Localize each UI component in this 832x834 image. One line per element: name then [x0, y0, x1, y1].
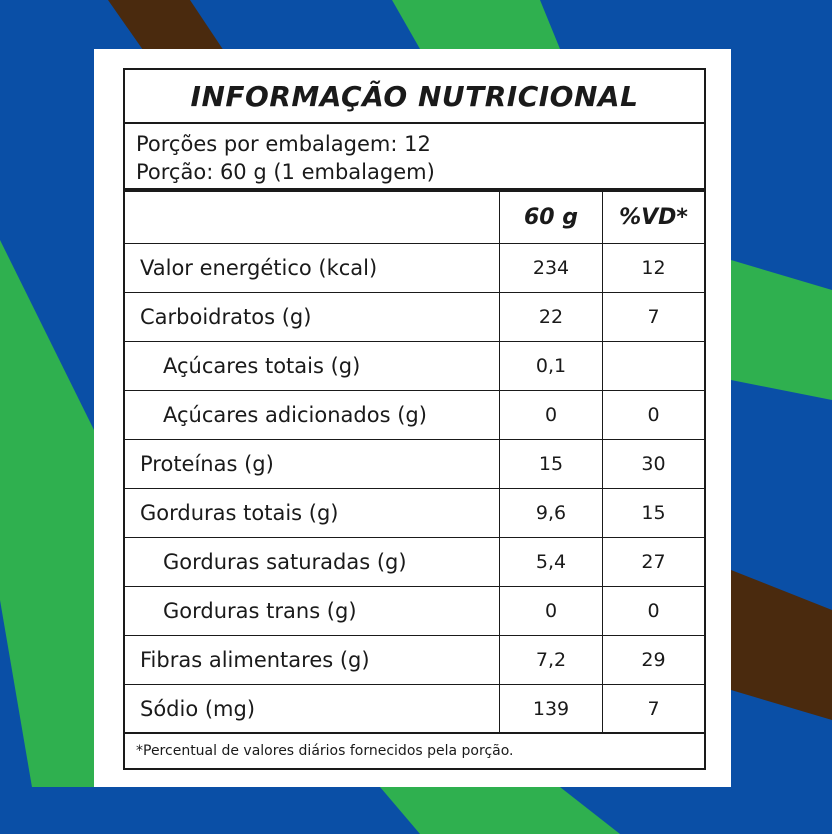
- nutrient-label: Açúcares totais (g): [163, 354, 361, 378]
- nutrient-vd: 0: [602, 391, 704, 439]
- table-row: [125, 440, 704, 489]
- table-header-row: [125, 192, 704, 244]
- nutrient-amount: 0: [499, 587, 602, 635]
- nutrient-vd: 29: [602, 636, 704, 684]
- table-row: [125, 489, 704, 538]
- nutrient-vd: [602, 342, 704, 390]
- table-row: [125, 538, 704, 587]
- nutrient-amount: 9,6: [499, 489, 602, 537]
- nutrient-label: Gorduras trans (g): [163, 599, 357, 623]
- table-row: [125, 587, 704, 636]
- nutrient-amount: 5,4: [499, 538, 602, 586]
- nutrient-label: Açúcares adicionados (g): [163, 403, 427, 427]
- nutrient-label: Gorduras saturadas (g): [163, 550, 407, 574]
- header-vd: %VD*: [602, 192, 704, 243]
- header-amount: 60 g: [499, 192, 602, 243]
- table-row: [125, 244, 704, 293]
- nutrient-label: Fibras alimentares (g): [140, 648, 370, 672]
- nutrient-vd: 7: [602, 685, 704, 732]
- nutrient-vd: 15: [602, 489, 704, 537]
- nutrient-label: Gorduras totais (g): [140, 501, 339, 525]
- nutrient-amount: 234: [499, 244, 602, 292]
- table-row: [125, 636, 704, 685]
- table-row: [125, 685, 704, 734]
- nutrient-label: Proteínas (g): [140, 452, 274, 476]
- nutrient-vd: 30: [602, 440, 704, 488]
- table-title: INFORMAÇÃO NUTRICIONAL: [125, 70, 704, 124]
- nutrient-amount: 0: [499, 391, 602, 439]
- serving-info: [125, 124, 704, 192]
- nutrient-vd: 12: [602, 244, 704, 292]
- nutrient-vd: 7: [602, 293, 704, 341]
- nutrient-label: Carboidratos (g): [140, 305, 312, 329]
- nutrient-amount: 139: [499, 685, 602, 732]
- nutrient-amount: 22: [499, 293, 602, 341]
- portion-size: Porção: 60 g (1 embalagem): [136, 160, 435, 184]
- nutrient-vd: 27: [602, 538, 704, 586]
- nutrient-vd: 0: [602, 587, 704, 635]
- nutrition-table: [123, 68, 706, 770]
- table-row: [125, 293, 704, 342]
- portions-per-package: Porções por embalagem: 12: [136, 132, 431, 156]
- nutrient-label: Valor energético (kcal): [140, 256, 378, 280]
- table-row: [125, 342, 704, 391]
- nutrient-label: Sódio (mg): [140, 696, 256, 721]
- nutrient-amount: 15: [499, 440, 602, 488]
- table-row: [125, 391, 704, 440]
- footnote: *Percentual de valores diários fornecidos pela porção.: [136, 743, 514, 759]
- nutrient-amount: 7,2: [499, 636, 602, 684]
- nutrient-amount: 0,1: [499, 342, 602, 390]
